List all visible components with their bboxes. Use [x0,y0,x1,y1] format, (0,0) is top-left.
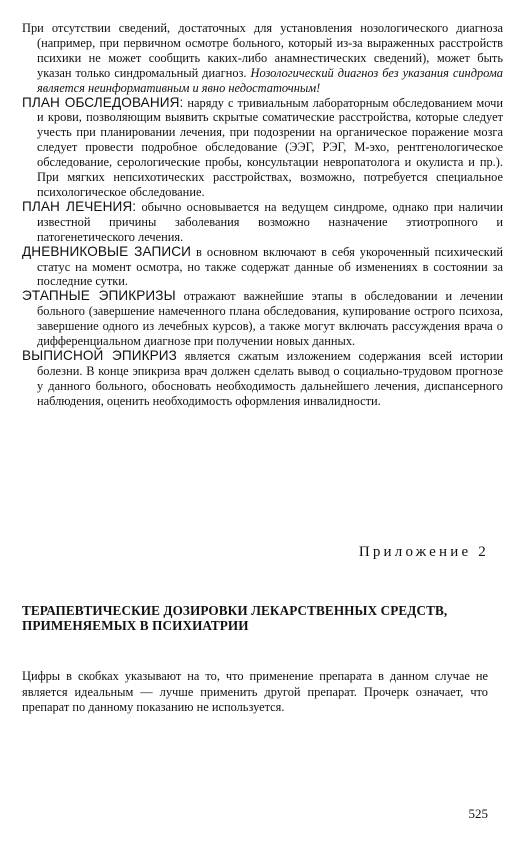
section-heading: ДНЕВНИКОВЫЕ ЗАПИСИ [22,243,191,259]
section-diary-notes [22,243,503,290]
intro-italic-note: Нозологический диагноз без указания синдрома является неинформативным и явно недостаточным! [37,65,503,95]
intro-text: При отсутствии сведений, достаточных для установления нозологического диагноза (например, при первичном осмотре больного, который из-за выраженных расстройств психики не может сообщить каких-либо анамнестических сведений), может быть указан только синдромальный диагноз. [22,21,503,80]
section-heading: ПЛАН ОБСЛЕДОВАНИЯ: [22,94,184,110]
section-text: наряду с тривиальным лабораторным обследованием мочи и крови, позволяющим выявить скрытые соматические расстройства, которые следует учесть при планировании лечения, при подозрении на органическое поражение мозга следует провести подробное обследование (ЭЭГ, РЭГ, М-эхо, рентгенологическое обследование, серологические пробы, консультации невропатолога и окулиста и пр.). При мягких непсихотических расстройствах, возможно, потребуется специальное психологическое обследование. [37,95,503,199]
section-text: является сжатым изложением содержания всей истории болезни. В конце эпикриза врач должен сделать вывод о социально-трудовом прогнозе у данного больного, обосновать необходимость дальнейшего лечения, диспансерного наблюдения, оценить необходимость оформления инвалидности. [37,348,503,408]
section-text: обычно основывается на ведущем синдроме, однако при наличии известной причины заболевания возможно назначение этиотропного и патогенетического лечения. [37,199,503,244]
section-text: отражают важнейшие этапы в обследовании и лечении больного (завершение намеченного плана обследования, купирование острого психоза, завершение одного из лечебных курсов), а также могут включать рассуждения врача о дифференциальном диагнозе при получении новых данных. [37,289,503,349]
section-heading: ЭТАПНЫЕ ЭПИКРИЗЫ [22,288,176,304]
appendix-title: ТЕРАПЕВТИЧЕСКИЕ ДОЗИРОВКИ ЛЕКАРСТВЕННЫХ СРЕДСТВ, ПРИМЕНЯЕМЫХ В ПСИХИАТРИИ [22,603,448,633]
section-text: в основном включают в себя укороченный психический статус на момент осмотра, но также содержат данные об изменениях в состоянии за последние сутки. [37,244,503,289]
section-examination-plan [22,94,503,200]
section-stage-epicrises [22,288,503,349]
appendix-note: Цифры в скобках указывают на то, что применение препарата в данном случае не является идеальным — лучше применить другой препарат. Прочерк означает, что препарат по данному показанию не используется. [22,669,488,715]
page-number: 525 [468,806,488,821]
intro-paragraph [22,21,503,96]
appendix-label: Приложение 2 [358,544,489,560]
section-discharge-epicrisis [22,347,503,409]
body-text [22,21,503,409]
section-treatment-plan [22,198,503,245]
section-heading: ПЛАН ЛЕЧЕНИЯ: [22,198,137,214]
section-heading: ВЫПИСНОЙ ЭПИКРИЗ [22,347,177,363]
